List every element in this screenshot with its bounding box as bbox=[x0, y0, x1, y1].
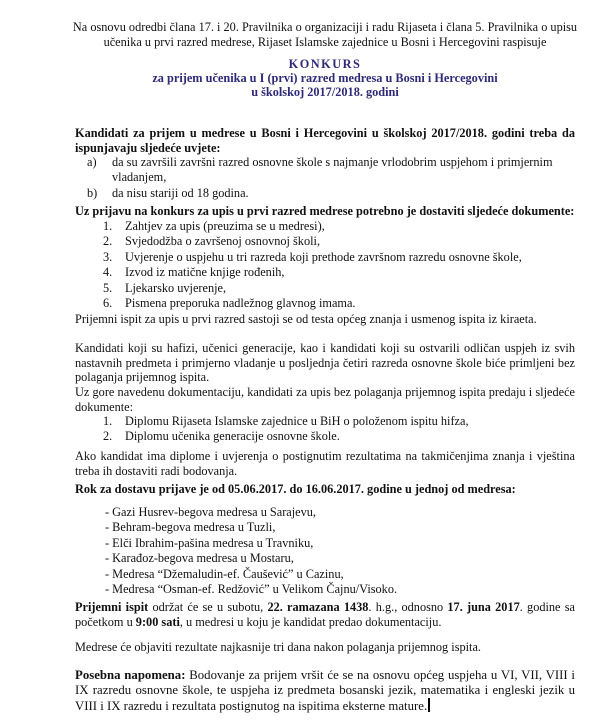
list-label: 1. bbox=[103, 414, 113, 428]
list-item bbox=[75, 281, 575, 296]
list-label: 2. bbox=[103, 429, 113, 444]
list-text: - Karađoz-begova medresa u Mostaru, bbox=[105, 551, 294, 566]
list-item bbox=[75, 582, 575, 597]
list-label: 4. bbox=[103, 265, 113, 280]
exam-date-ramazan: 22. ramazana 1438 bbox=[267, 600, 369, 614]
special-note-paragraph bbox=[75, 668, 575, 715]
conditions-heading: Kandidati za prijem u medrese u Bosni i Hercegovini u školskoj 2017/2018. godini treba da ispunjavaju sljedeće uvjete: bbox=[75, 126, 575, 155]
list-item bbox=[75, 414, 575, 429]
special-note-label: Posebna napomena: bbox=[75, 668, 186, 682]
exam-date-text: održat će se u subotu, bbox=[148, 600, 268, 614]
document-title: KONKURS bbox=[288, 57, 362, 71]
results-paragraph: Medrese će objaviti rezultate najkasnije tri dana nakon polaganja prijemnog ispita. bbox=[75, 640, 481, 654]
exam-date-text: . godine sa početkom u bbox=[75, 600, 575, 629]
list-item bbox=[75, 234, 575, 249]
list-label: b) bbox=[87, 185, 98, 200]
deadline-heading: Rok za dostavu prijave je od 05.06.2017. do 16.06.2017. godine u jednoj od medresa: bbox=[75, 482, 516, 496]
list-text: da su završili završni razred osnovne škole s najmanje vrlodobrim uspjehom i primjernim bbox=[112, 155, 553, 169]
list-item bbox=[75, 155, 575, 170]
list-label: a) bbox=[87, 155, 97, 169]
intro-paragraph: Na osnovu odredbi člana 17. i 20. Pravilnika o organizaciji i radu Rijaseta i člana 5. Pravilnika o upisu učenika u prvi razred medrese, Rijaset Islamske zajednice u Bosni i Hercegovini raspisuje bbox=[72, 20, 578, 49]
exam-date-text: . h.g., odnosno bbox=[368, 600, 448, 614]
list-label: 5. bbox=[103, 280, 113, 295]
list-text: Diplomu Rijaseta Islamske zajednice u BiH o položenom ispitu hifza, bbox=[125, 414, 469, 428]
list-item bbox=[75, 520, 575, 535]
list-text: Pismena preporuka nadležnog glavnog imama. bbox=[125, 295, 356, 310]
competitions-paragraph: Ako kandidat ima diplome i uvjerenja o postignutim rezultatima na takmičenjima znanja i vještina treba ih dostaviti radi bodovanja. bbox=[75, 449, 575, 478]
exam-date-text: , u medresi u koju je kandidat predao dokumentaciju. bbox=[179, 614, 442, 629]
list-text: Izvod iz matične knjige rođenih, bbox=[125, 265, 285, 280]
list-item bbox=[75, 250, 575, 265]
exam-start-time: 9:00 sati bbox=[135, 614, 180, 629]
list-text: Uvjerenje o uspjehu u tri razreda koji prethode završnom razredu osnovne škole, bbox=[125, 249, 522, 264]
list-item bbox=[75, 219, 575, 234]
list-text: - Medresa “Džemaludin-ef. Čaušević” u Cazinu, bbox=[105, 566, 344, 581]
list-text: Ljekarsko uvjerenje, bbox=[125, 280, 227, 295]
list-text: Diplomu učenika generacije osnovne škole. bbox=[125, 429, 340, 444]
list-text: Zahtjev za upis (preuzima se u medresi), bbox=[125, 219, 325, 233]
list-text: - Behram-begova medresa u Tuzli, bbox=[105, 520, 276, 535]
hafiz-documents-paragraph: Uz gore navedenu dokumentaciju, kandidati za upis bez polaganja prijemnog ispita predaju i sljedeće dokumente: bbox=[75, 385, 575, 414]
list-item bbox=[75, 536, 575, 551]
list-text: - Elči Ibrahim-pašina medresa u Travniku, bbox=[105, 535, 314, 550]
text-cursor bbox=[428, 698, 430, 712]
list-text: vladanjem, bbox=[112, 170, 167, 185]
list-label: 1. bbox=[103, 219, 113, 233]
documents-heading: Uz prijavu na konkurs za upis u prvi razred medrese potrebno je dostaviti sljedeće dokumente: bbox=[75, 204, 575, 218]
list-text: Svjedodžba o završenoj osnovnoj školi, bbox=[125, 234, 321, 249]
list-item bbox=[75, 429, 575, 444]
list-text: da nisu stariji od 18 godina. bbox=[112, 185, 249, 200]
list-text: - Medresa “Osman-ef. Redžović” u Velikom Čajnu/Visoko. bbox=[105, 581, 398, 596]
list-item bbox=[75, 265, 575, 280]
list-item bbox=[75, 296, 575, 311]
schools-list bbox=[75, 505, 575, 597]
hafiz-paragraph: Kandidati koji su hafizi, učenici generacije, kao i kandidati koji su ostvarili odličan uspjeh iz svih nastavnih predmeta i primjerno vladanje u posljednja četiri razreda osnovne škole biće primljeni bez polaganja prijemnog ispita. bbox=[75, 341, 575, 385]
list-text: - Gazi Husrev-begova medresa u Sarajevu, bbox=[105, 505, 317, 519]
exam-date-paragraph bbox=[75, 600, 575, 629]
list-item bbox=[75, 186, 575, 201]
list-item bbox=[75, 505, 575, 520]
conditions-list bbox=[75, 155, 575, 201]
list-item bbox=[75, 567, 575, 582]
list-item bbox=[75, 551, 575, 566]
document-subtitle-line1: za prijem učenika u I (prvi) razred medresa u Bosni i Hercegovini bbox=[152, 71, 498, 85]
list-label: 3. bbox=[103, 249, 113, 264]
exam-date-june: 17. juna 2017 bbox=[447, 600, 520, 614]
document-subtitle-line2: u školskoj 2017/2018. godini bbox=[251, 85, 399, 99]
hafiz-documents-list bbox=[75, 414, 575, 445]
list-item-continuation bbox=[75, 170, 575, 185]
list-label: 6. bbox=[103, 295, 113, 310]
special-note-text: Bodovanje za prijem vršit će se na osnovu općeg uspjeha u VI, VII, VIII i IX razredu osnovne škole, te uspjeha iz predmeta bosanski jezik, matematika i engleski jezik u VIII i IX razredu i rezultata postignutog na ispitima eksterne mature. bbox=[75, 668, 575, 714]
exam-date-label: Prijemni ispit bbox=[75, 600, 149, 614]
exam-info-paragraph: Prijemni ispit za upis u prvi razred sastoji se od testa općeg znanja i usmenog ispita iz kiraeta. bbox=[75, 312, 537, 326]
documents-list bbox=[75, 219, 575, 311]
list-label: 2. bbox=[103, 234, 113, 249]
